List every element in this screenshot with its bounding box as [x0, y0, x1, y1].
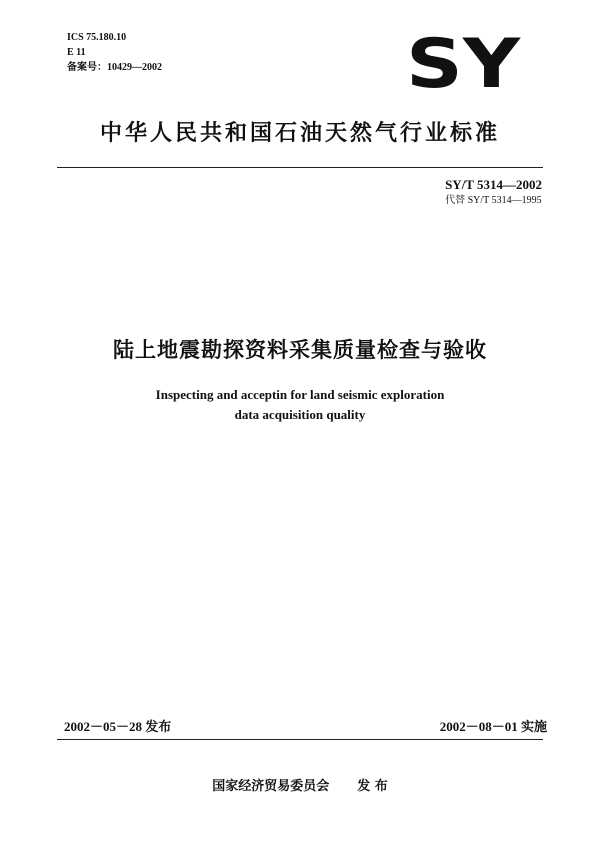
- classification-code: E 11: [67, 47, 86, 58]
- organization-title: 中华人民共和国石油天然气行业标准: [99, 121, 500, 146]
- implementation-date: 2002－08－01 实施: [439, 719, 547, 734]
- standard-number-block: [445, 176, 542, 208]
- english-title-line-1: Inspecting and acceptin for land seismic exploration: [155, 387, 445, 402]
- sy-logo-text: SY: [406, 32, 521, 94]
- record-number: 备案号：10429—2002: [67, 62, 162, 73]
- publisher-line: [0, 775, 600, 794]
- sy-logo: [404, 32, 522, 94]
- ics-code: ICS 75.180.10: [67, 32, 127, 43]
- standard-code: SY/T 5314—2002: [445, 177, 542, 192]
- replaced-standard: 代替 SY/T 5314—1995: [445, 195, 542, 206]
- english-title-line-2: data acquisition quality: [234, 407, 366, 422]
- issue-date: 2002－05－28 发布: [64, 719, 172, 734]
- publisher-name: 国家经济贸易委员会: [212, 779, 330, 794]
- document-title: 陆上地震勘探资料采集质量检查与验收: [113, 338, 487, 362]
- footer-divider: [57, 739, 543, 740]
- classification-block: [67, 30, 162, 75]
- publish-label: 发 布: [357, 779, 388, 794]
- header-divider: [57, 167, 543, 168]
- english-title: [0, 385, 600, 425]
